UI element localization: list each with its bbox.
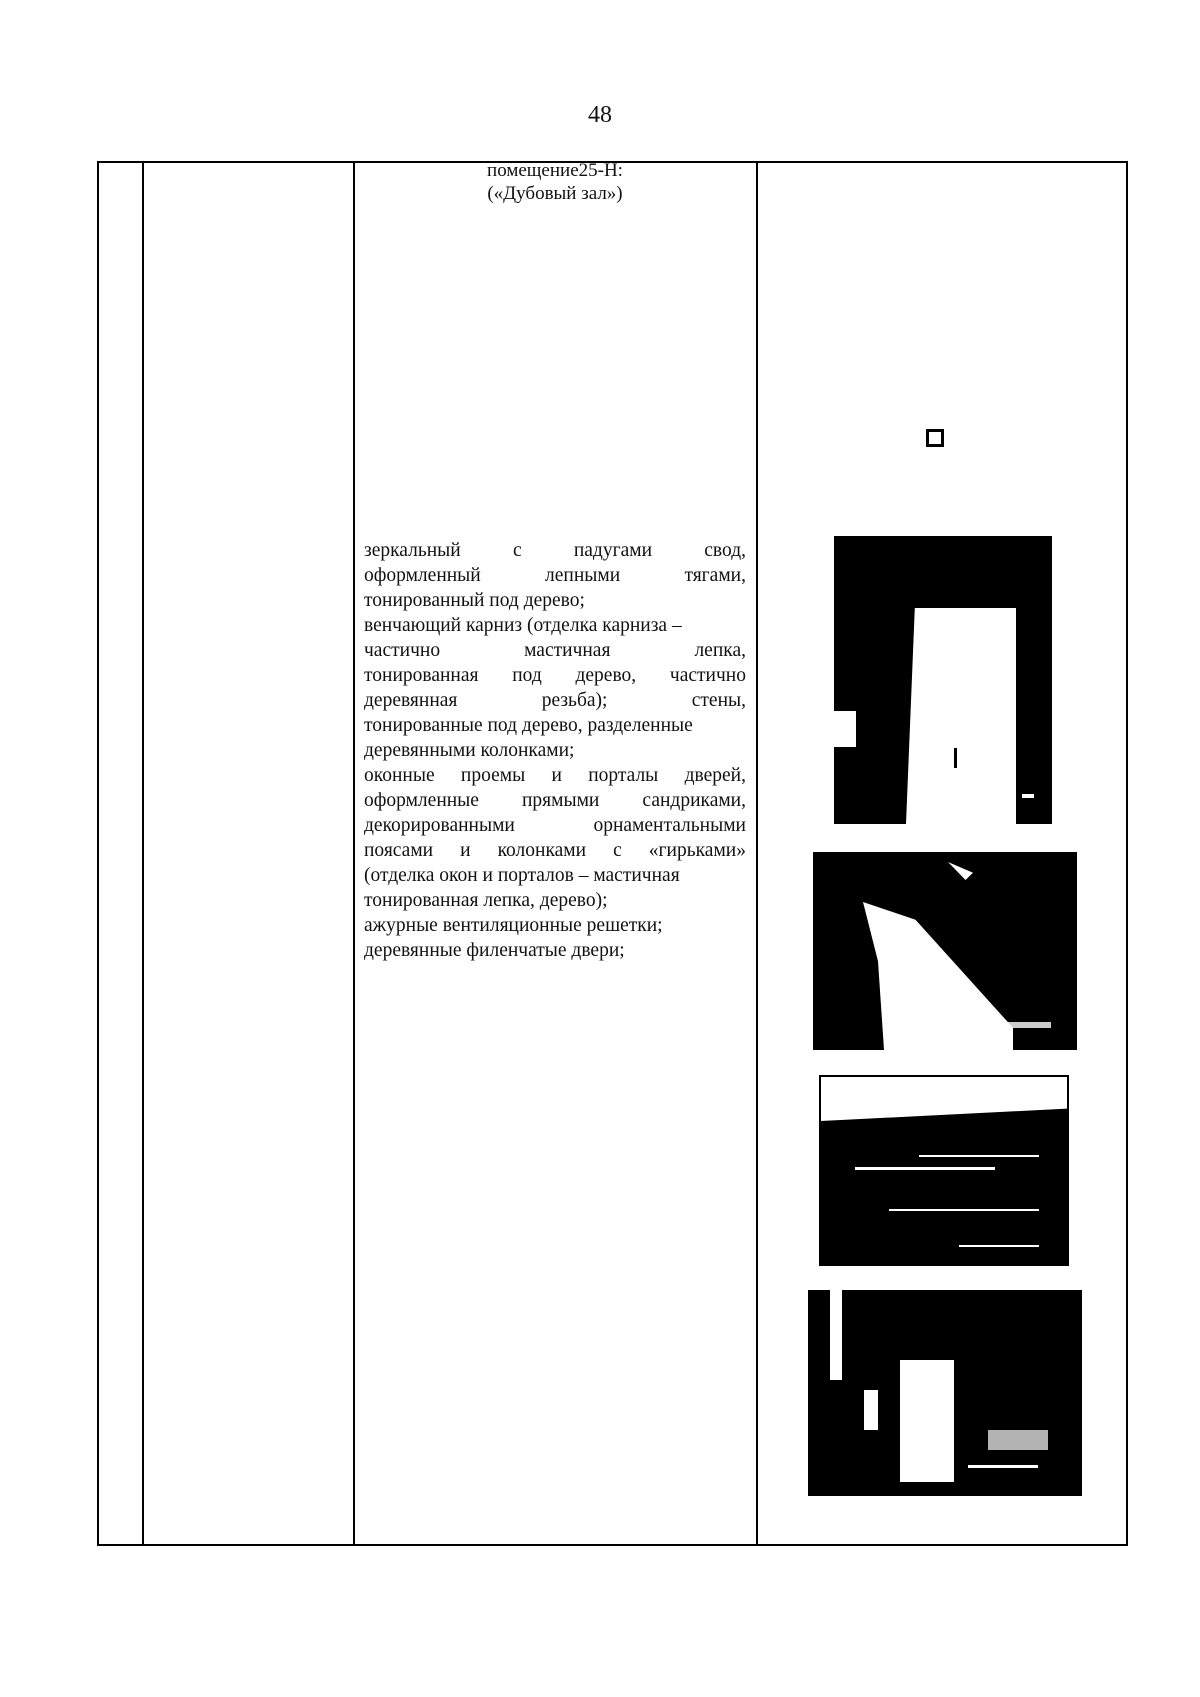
- description-word: стены,: [691, 690, 746, 711]
- description-line: [364, 663, 746, 688]
- description-word: мастичная: [524, 640, 611, 661]
- description-word: венчающий карниз (отделка карниза –: [364, 615, 682, 636]
- description-word: сандриками,: [642, 790, 746, 811]
- checkbox-icon: [926, 429, 944, 447]
- description-word: и: [551, 765, 562, 786]
- description-word: дверей,: [684, 765, 746, 786]
- description-line: [364, 838, 746, 863]
- column-divider-3: [756, 161, 758, 1546]
- description-word: падугами: [573, 540, 653, 561]
- description-word: частично: [669, 665, 746, 686]
- description-word: резьба);: [541, 690, 608, 711]
- description-word: колонками: [497, 840, 587, 861]
- description-line: [364, 713, 746, 738]
- description-word: частично: [364, 640, 441, 661]
- page-number: 48: [588, 102, 612, 128]
- description-word: тонированная: [364, 665, 479, 686]
- description-line: [364, 538, 746, 563]
- description-word: прямыми: [522, 790, 600, 811]
- description-word: тонированная лепка, дерево);: [364, 890, 608, 911]
- description-line: [364, 738, 746, 763]
- description-word: тонированные под дерево, разделенные: [364, 715, 693, 736]
- description-word: оформленные: [364, 790, 479, 811]
- room-title-line2: («Дубовый зал»): [487, 182, 623, 204]
- room-title: [354, 160, 756, 206]
- description-word: проемы: [460, 765, 526, 786]
- description-word: (отделка окон и порталов – мастичная: [364, 865, 680, 886]
- description-line: [364, 938, 746, 963]
- description-line: [364, 913, 746, 938]
- photo-ceiling-corner: [813, 852, 1077, 1050]
- description-line: [364, 863, 746, 888]
- description-word: деревянные филенчатые двери;: [364, 940, 625, 961]
- description-line: [364, 813, 746, 838]
- description-line: [364, 888, 746, 913]
- description-word: дерево,: [575, 665, 637, 686]
- description-word: деревянная: [364, 690, 458, 711]
- photo-hall-door: [834, 536, 1052, 824]
- description-word: тонированный под дерево;: [364, 590, 585, 611]
- description-word: оформленный: [364, 565, 481, 586]
- column-divider-2: [353, 161, 355, 1546]
- description-line: [364, 638, 746, 663]
- description-line: [364, 563, 746, 588]
- description-word: оконные: [364, 765, 435, 786]
- description-word: лепка,: [694, 640, 746, 661]
- description-word: свод,: [704, 540, 746, 561]
- description-word: с: [512, 540, 522, 561]
- description-line: [364, 763, 746, 788]
- room-title-line1: помещение25-Н:: [487, 160, 623, 181]
- description-line: [364, 613, 746, 638]
- description-word: декорированными: [364, 815, 515, 836]
- description-word: ажурные вентиляционные решетки;: [364, 915, 663, 936]
- description-line: [364, 688, 746, 713]
- description-text: [364, 538, 746, 963]
- description-word: лепными: [545, 565, 621, 586]
- description-line: [364, 788, 746, 813]
- description-word: зеркальный: [364, 540, 461, 561]
- description-word: деревянными колонками;: [364, 740, 575, 761]
- description-word: с: [613, 840, 622, 861]
- description-word: поясами: [364, 840, 434, 861]
- photo-ceiling-cornice: [819, 1075, 1069, 1266]
- description-line: [364, 588, 746, 613]
- description-word: орнаментальными: [593, 815, 746, 836]
- photo-room-interior: [808, 1290, 1082, 1496]
- description-word: тягами,: [684, 565, 746, 586]
- description-word: «гирьками»: [648, 840, 746, 861]
- description-word: порталы: [588, 765, 659, 786]
- description-word: и: [460, 840, 471, 861]
- description-word: под: [512, 665, 542, 686]
- column-divider-1: [142, 161, 144, 1546]
